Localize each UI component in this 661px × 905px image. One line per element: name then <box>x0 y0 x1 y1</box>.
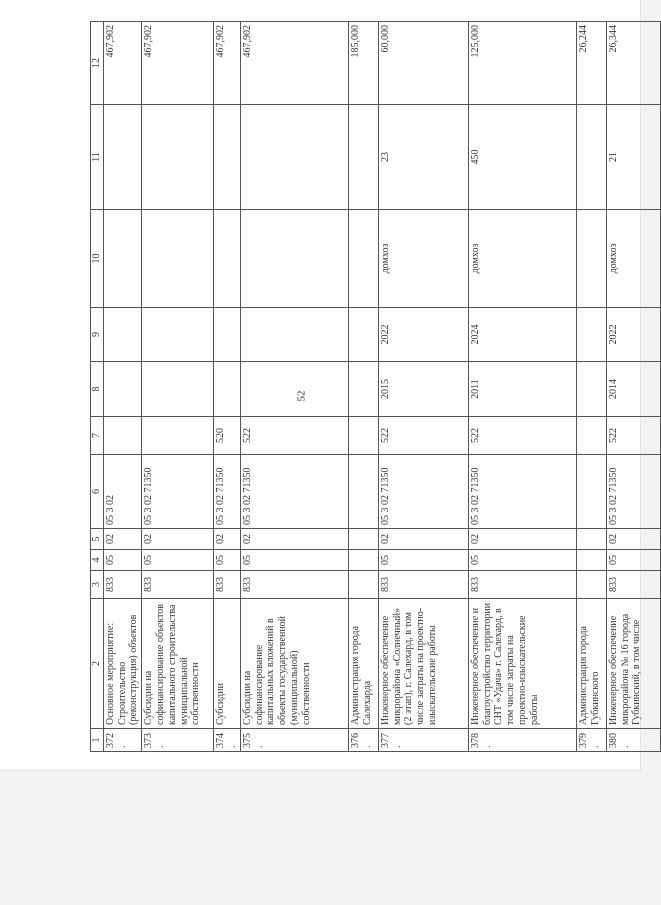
cell-c8: 2014 <box>606 362 660 417</box>
cell-c1: 373. <box>142 729 214 752</box>
cell-c8 <box>142 362 214 417</box>
cell-c5: 02 <box>142 529 214 550</box>
cell-c4 <box>576 550 606 571</box>
table-row <box>348 22 378 752</box>
cell-c12: 26,244 <box>576 22 606 105</box>
cell-c9 <box>348 308 378 362</box>
cell-c1: 377. <box>378 729 468 752</box>
cell-c7 <box>348 417 378 455</box>
cell-c7: 522 <box>378 417 468 455</box>
page-number: 52 <box>295 390 308 402</box>
cell-c6 <box>348 455 378 529</box>
cell-c2: Субсидии на софинансирование объектов капитального строительства муниципальной собственности <box>142 599 214 729</box>
cell-c7: 522 <box>468 417 576 455</box>
cell-c3: 833 <box>142 571 214 599</box>
cell-c6: 05 3 02 71350 <box>468 455 576 529</box>
cell-c5: 02 <box>240 529 348 550</box>
cell-c1: 372. <box>103 729 141 752</box>
cell-c2: Инженерное обеспечение микрорайона «Солнечный» (2 этап), г. Салехард, в том числе затраты на проектно-изыскательские работы <box>378 599 468 729</box>
table-row <box>378 22 468 752</box>
cell-c3: 833 <box>378 571 468 599</box>
cell-c3 <box>348 571 378 599</box>
cell-c10 <box>576 210 606 308</box>
cell-c9 <box>103 308 141 362</box>
cell-c9 <box>142 308 214 362</box>
cell-c7 <box>576 417 606 455</box>
budget-table <box>90 21 661 752</box>
cell-c2: Инженерное обеспечение и благоустройство территории СНТ «Удача» г. Салехард, в том числе затраты на проектно-изыскательские работы <box>468 599 576 729</box>
cell-c11 <box>103 105 141 210</box>
cell-c6 <box>576 455 606 529</box>
header-cell: 7 <box>91 417 104 455</box>
cell-c11 <box>576 105 606 210</box>
cell-c4: 05 <box>606 550 660 571</box>
cell-c12: 185,000 <box>348 22 378 105</box>
cell-c6: 05 3 02 71350 <box>214 455 241 529</box>
cell-c10 <box>214 210 241 308</box>
cell-c6: 05 3 02 <box>103 455 141 529</box>
cell-c3: 833 <box>103 571 141 599</box>
cell-c11 <box>142 105 214 210</box>
cell-c4: 05 <box>142 550 214 571</box>
header-cell: 1 <box>91 729 104 752</box>
cell-c2: Субсидии на софинансирование капитальных вложений в объекты государственной (муниципальной) собственности <box>240 599 348 729</box>
cell-c2: Инженерное обеспечение микрорайона № 16 города Губкинский, в том числе <box>606 599 660 729</box>
cell-c7 <box>142 417 214 455</box>
cell-c2: Субсидии <box>214 599 241 729</box>
cell-c3: 833 <box>606 571 660 599</box>
cell-c7: 522 <box>240 417 348 455</box>
cell-c6: 05 3 02 71350 <box>142 455 214 529</box>
cell-c10 <box>142 210 214 308</box>
header-cell: 12 <box>91 22 104 105</box>
table-row <box>214 22 241 752</box>
cell-c6: 05 3 02 71350 <box>378 455 468 529</box>
cell-c5 <box>576 529 606 550</box>
cell-c1: 378. <box>468 729 576 752</box>
cell-c1: 376. <box>348 729 378 752</box>
cell-c1: 375. <box>240 729 348 752</box>
cell-c4 <box>348 550 378 571</box>
cell-c4: 05 <box>214 550 241 571</box>
cell-c10: домхоз <box>606 210 660 308</box>
cell-c9: 2022 <box>606 308 660 362</box>
cell-c4: 05 <box>240 550 348 571</box>
cell-c11: 23 <box>378 105 468 210</box>
cell-c5: 02 <box>606 529 660 550</box>
cell-c2: Администрация города Салехарда <box>348 599 378 729</box>
header-cell: 4 <box>91 550 104 571</box>
cell-c1: 379. <box>576 729 606 752</box>
cell-c8 <box>240 362 348 417</box>
cell-c1: 380. <box>606 729 660 752</box>
cell-c5: 02 <box>378 529 468 550</box>
cell-c9 <box>576 308 606 362</box>
cell-c11 <box>214 105 241 210</box>
cell-c11 <box>240 105 348 210</box>
header-cell: 9 <box>91 308 104 362</box>
table-row <box>576 22 606 752</box>
cell-c10 <box>103 210 141 308</box>
cell-c6: 05 3 02 71350 <box>240 455 348 529</box>
cell-c12: 26,344 <box>606 22 660 105</box>
cell-c3: 833 <box>214 571 241 599</box>
cell-c9 <box>214 308 241 362</box>
header-cell: 2 <box>91 599 104 729</box>
cell-c1: 374. <box>214 729 241 752</box>
header-cell: 8 <box>91 362 104 417</box>
cell-c9: 2024 <box>468 308 576 362</box>
cell-c10: домхоз <box>468 210 576 308</box>
cell-c4: 05 <box>103 550 141 571</box>
cell-c8: 2011 <box>468 362 576 417</box>
cell-c8 <box>348 362 378 417</box>
cell-c7: 520 <box>214 417 241 455</box>
table-row <box>240 22 348 752</box>
cell-c10 <box>240 210 348 308</box>
cell-c3: 833 <box>240 571 348 599</box>
cell-c8 <box>103 362 141 417</box>
cell-c8 <box>214 362 241 417</box>
table-row <box>468 22 576 752</box>
cell-c4: 05 <box>468 550 576 571</box>
cell-c12: 467,902 <box>214 22 241 105</box>
cell-c6: 05 3 02 71350 <box>606 455 660 529</box>
cell-c8: 2015 <box>378 362 468 417</box>
cell-c7 <box>103 417 141 455</box>
header-cell: 5 <box>91 529 104 550</box>
table-row <box>142 22 214 752</box>
cell-c4: 05 <box>378 550 468 571</box>
cell-c12: 60,000 <box>378 22 468 105</box>
table-row <box>606 22 660 752</box>
cell-c3 <box>576 571 606 599</box>
cell-c8 <box>576 362 606 417</box>
cell-c11 <box>348 105 378 210</box>
cell-c9 <box>240 308 348 362</box>
header-cell: 10 <box>91 210 104 308</box>
cell-c2: Основное мероприятие: Строительство (реконструкция) объектов <box>103 599 141 729</box>
cell-c5: 02 <box>214 529 241 550</box>
cell-c5: 02 <box>468 529 576 550</box>
header-cell: 6 <box>91 455 104 529</box>
header-row <box>91 22 104 752</box>
header-cell: 11 <box>91 105 104 210</box>
cell-c9: 2022 <box>378 308 468 362</box>
cell-c12: 125,000 <box>468 22 576 105</box>
cell-c5: 02 <box>103 529 141 550</box>
cell-c5 <box>348 529 378 550</box>
cell-c12: 467,902 <box>240 22 348 105</box>
cell-c3: 833 <box>468 571 576 599</box>
cell-c10 <box>348 210 378 308</box>
cell-c11: 21 <box>606 105 660 210</box>
rotated-table-wrapper <box>90 22 643 752</box>
header-cell: 3 <box>91 571 104 599</box>
cell-c7: 522 <box>606 417 660 455</box>
cell-c11: 450 <box>468 105 576 210</box>
cell-c2: Администрация города Губкинского <box>576 599 606 729</box>
cell-c10: домхоз <box>378 210 468 308</box>
cell-c12: 467,902 <box>142 22 214 105</box>
table-row <box>103 22 141 752</box>
cell-c12: 467,902 <box>103 22 141 105</box>
